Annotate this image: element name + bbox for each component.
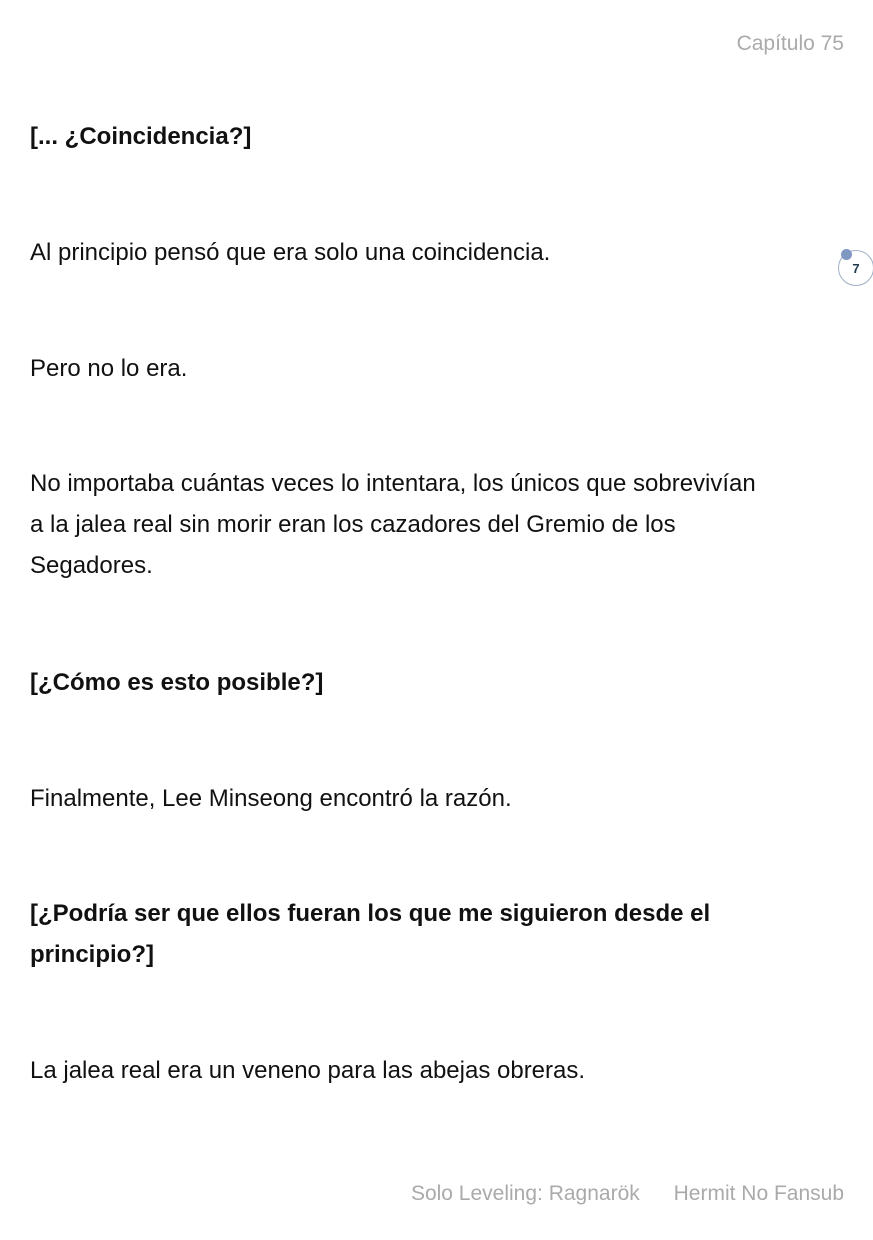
marker-dot-icon bbox=[841, 249, 852, 260]
footer bbox=[411, 1182, 844, 1206]
paragraph: La jalea real era un veneno para las abejas obreras. bbox=[30, 1057, 586, 1084]
page-marker-number: 7 bbox=[852, 260, 860, 276]
paragraph: No importaba cuántas veces lo intentara, los únicos que sobrevivían a la jalea real sin morir eran los cazadores del Gremio de los Segadores. bbox=[30, 470, 756, 579]
paragraph: Al principio pensó que era solo una coincidencia. bbox=[30, 239, 551, 266]
chapter-label: Capítulo 75 bbox=[736, 32, 844, 55]
paragraph-dialogue: [¿Cómo es esto posible?] bbox=[30, 669, 324, 696]
paragraph-dialogue: [... ¿Coincidencia?] bbox=[30, 123, 252, 150]
series-title: Solo Leveling: Ragnarök bbox=[410, 1182, 640, 1205]
group-name: Hermit No Fansub bbox=[673, 1182, 844, 1205]
paragraph: Finalmente, Lee Minseong encontró la razón. bbox=[30, 785, 512, 812]
paragraph: Pero no lo era. bbox=[30, 355, 188, 382]
paragraph-dialogue: [¿Podría ser que ellos fueran los que me siguieron desde el principio?] bbox=[30, 900, 711, 968]
